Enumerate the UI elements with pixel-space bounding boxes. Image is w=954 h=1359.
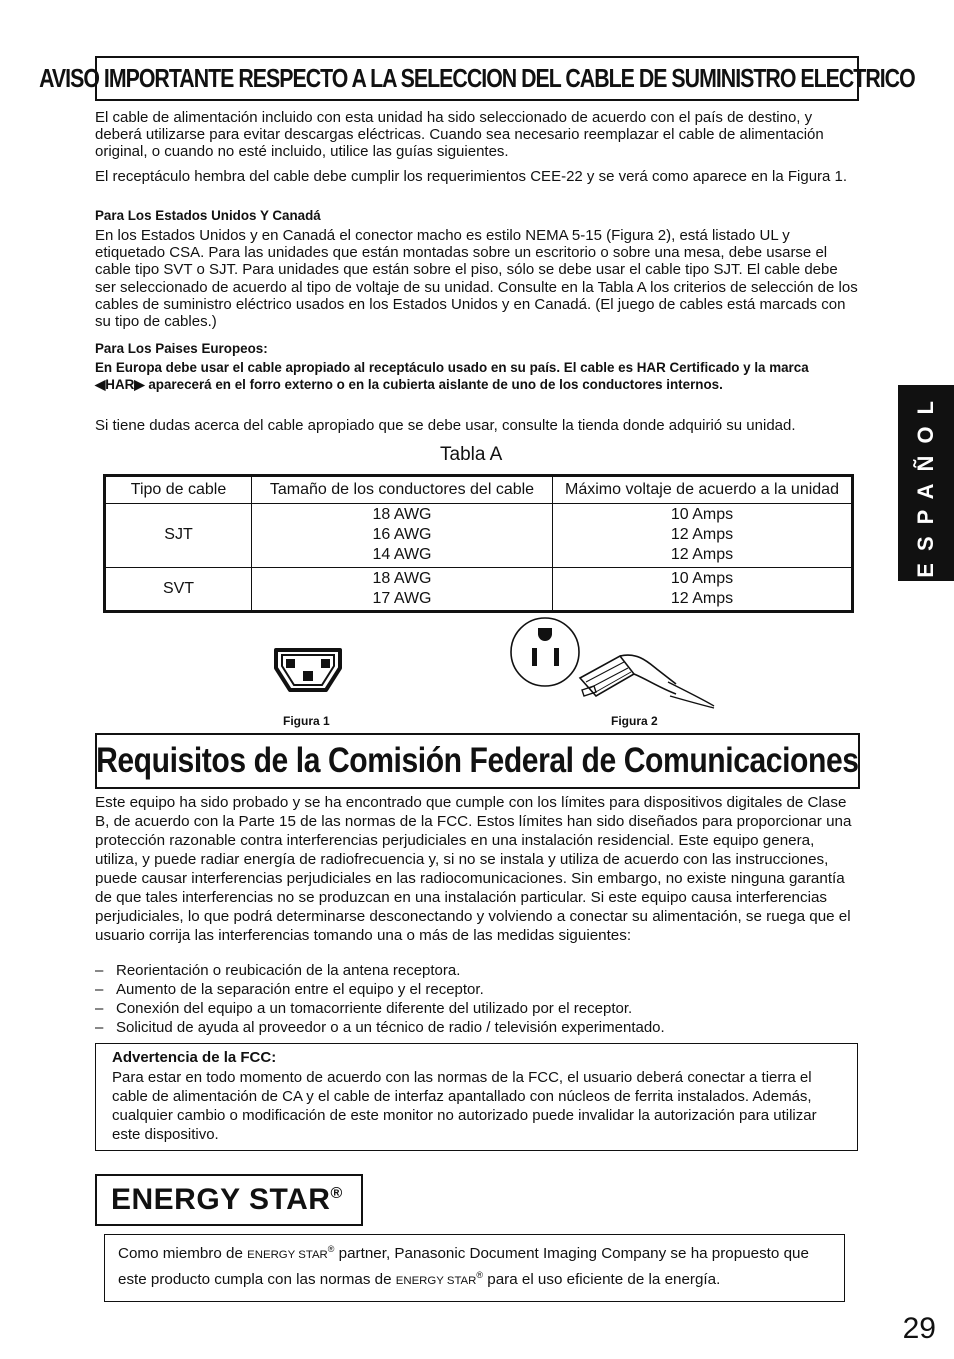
fcc-title: Requisitos de la Comisión Federal de Comunicaciones xyxy=(96,741,859,780)
energy-star-title-box xyxy=(95,1174,363,1226)
brand-word: STAR xyxy=(298,1249,328,1262)
receptacle-figure-icon xyxy=(272,646,344,696)
table-cell-amps xyxy=(553,567,852,610)
size-value: 14 AWG xyxy=(372,546,432,564)
energy-brand xyxy=(247,1249,328,1261)
registered-mark: ® xyxy=(327,1244,335,1254)
table-cell-amps xyxy=(553,504,852,568)
cable-table xyxy=(103,474,854,613)
size-value: 18 AWG xyxy=(372,506,432,524)
energy-star-text xyxy=(118,1239,834,1291)
table-cell-type: SJT xyxy=(106,504,252,568)
figure-2-label: Figura 2 xyxy=(611,714,658,728)
list-item: – Aumento de la separación entre el equipo y el receptor. xyxy=(95,980,860,999)
notice-para-1: El cable de alimentación incluido con esta unidad ha sido seleccionado de acuerdo con el país de destino, y deberá utilizarse para evitar descargas eléctricas. Cuando sea necesario reemplazar el cable de alimentación original, o cuando no esté incluido, utilice las guías siguientes. xyxy=(95,109,824,161)
table-cell-type: SVT xyxy=(106,567,252,610)
list-item: – Solicitud de ayuda al proveedor o a un técnico de radio / televisión experimentado. xyxy=(95,1018,860,1037)
energy-text-2: partner, Panasonic Document Imaging Company se ha propuesto que este producto cumpla con las normas de xyxy=(118,1245,809,1289)
fcc-body: Este equipo ha sido probado y se ha encontrado que cumple con los límites para dispositivos digitales de Clase B, de acuerdo con la Parte 15 de las normas de la FCC. Estos límites han sido diseñados para proporcionar una protección razonable contra interferencias perjudiciales en una instalación residencial. Este equipo genera, utiliza, y puede radiar energía de radiofrecuencia y, si no se instala y utiliza de acuerdo con las instrucciones, puede causar interferencias perjudiciales en las radiocomunicaciones. Sin embargo, no existe ninguna garantía de que tales interferencias no se produzcan en una instalación particular. Si este equipo causa interferencias perjudiciales, lo que podrá determinarse desconectando y volviendo a conectar su alimentación, se ruega que el usuario corrija las interferencias tomando una o más de las medidas siguientes: xyxy=(95,794,852,944)
fcc-warning-heading: Advertencia de la FCC: xyxy=(112,1049,277,1066)
list-item: – Reorientación o reubicación de la antena receptora. xyxy=(95,961,860,980)
fcc-warning-text: Para estar en todo momento de acuerdo con las normas de la FCC, el usuario deberá conectar a tierra el cable de alimentación de CA y el cable de interfaz apantallado con núcleos de ferrita instalados. Además, cualquier cambio o modificación de este monitor no autorizado puede invalidar la autorización para utilizar este dispositivo. xyxy=(112,1069,817,1143)
energy-title-word2: STAR xyxy=(249,1183,331,1216)
nema-plug-figure-icon xyxy=(508,616,718,712)
har-mark: ◀HAR▶ xyxy=(95,376,145,392)
energy-text-1: Como miembro de xyxy=(118,1245,243,1263)
table-header-size: Tamaño de los conductores del cable xyxy=(252,477,553,504)
table-header-voltage: Máximo voltaje de acuerdo a la unidad xyxy=(553,477,852,504)
amps-value: 12 Amps xyxy=(670,589,734,607)
brand-word: ENERGY xyxy=(247,1249,296,1262)
language-side-tab xyxy=(898,385,954,581)
doubt-text: Si tiene dudas acerca del cable apropiado que se debe usar, consulte la tienda donde adquirió su unidad. xyxy=(95,417,796,434)
list-item: – Conexión del equipo a un tomacorriente diferente del utilizado por el receptor. xyxy=(95,999,860,1018)
size-value: 16 AWG xyxy=(372,526,432,544)
us-heading: Para Los Estados Unidos Y Canadá xyxy=(95,208,321,223)
eu-text-after: aparecerá en el forro externo o en la cubierta aislante de uno de los conductores internos. xyxy=(148,376,723,392)
registered-mark: ® xyxy=(476,1270,484,1281)
table-caption: Tabla A xyxy=(440,444,503,465)
notice-para-2: El receptáculo hembra del cable debe cumplir los requerimientos CEE-22 y se verá como aparece en la Figura 1. xyxy=(95,168,848,185)
table-header-row xyxy=(106,477,852,504)
energy-star-box xyxy=(104,1234,845,1302)
table-cell-sizes xyxy=(252,567,553,610)
amps-value: 12 Amps xyxy=(670,546,734,564)
brand-word: STAR xyxy=(446,1275,477,1288)
fcc-measures-list xyxy=(95,961,860,1037)
notice-title: AVISO IMPORTANTE RESPECTO A LA SELECCION DEL CABLE DE SUMINISTRO ELECTRICO xyxy=(39,63,915,93)
amps-value: 12 Amps xyxy=(670,526,734,544)
energy-brand xyxy=(396,1275,477,1287)
brand-word: ENERGY xyxy=(395,1275,444,1288)
table-row xyxy=(106,504,852,568)
side-tab-label: ESPAÑOL xyxy=(913,388,938,578)
eu-heading: Para Los Paises Europeos: xyxy=(95,341,268,356)
eu-text-before: En Europa debe usar el cable apropiado al receptáculo usado en su país. El cable es HAR Certificado y la marca xyxy=(95,360,809,375)
table-cell-sizes xyxy=(252,504,553,568)
amps-value: 10 Amps xyxy=(670,506,734,524)
figure-1-label: Figura 1 xyxy=(283,714,330,728)
fcc-title-box xyxy=(95,733,860,789)
us-text: En los Estados Unidos y en Canadá el conector macho es estilo NEMA 5-15 (Figura 2), está listado UL y etiquetado CSA. Para las unidades que están montadas sobre un escritorio o sobre una mesa, debe usarse el cable tipo SVT o SJT. Para unidades que están sobre el piso, sólo se debe usar el cable tipo SJT. El cable debe ser seleccionado de acuerdo al tipo de voltaje de su unidad. Consulte en la Tabla A los criterios de selección de los cables de suministro eléctrico usados en los Estados Unidos y en Canadá. (El juego de cables está marcads con su tipo de cables.) xyxy=(95,227,858,331)
size-value: 17 AWG xyxy=(372,589,432,607)
energy-text-3: para el uso eficiente de la energía. xyxy=(487,1271,721,1289)
energy-star-title xyxy=(111,1183,343,1217)
energy-title-word1: ENERGY xyxy=(111,1183,241,1216)
fcc-warning-box xyxy=(95,1043,858,1151)
table-row xyxy=(106,567,852,610)
page-number: 29 xyxy=(902,1312,936,1345)
eu-text xyxy=(95,360,860,393)
notice-title-box xyxy=(39,56,915,101)
registered-mark: ® xyxy=(330,1185,343,1202)
amps-value: 10 Amps xyxy=(670,569,734,587)
size-value: 18 AWG xyxy=(372,569,432,587)
table-header-type: Tipo de cable xyxy=(106,477,252,504)
